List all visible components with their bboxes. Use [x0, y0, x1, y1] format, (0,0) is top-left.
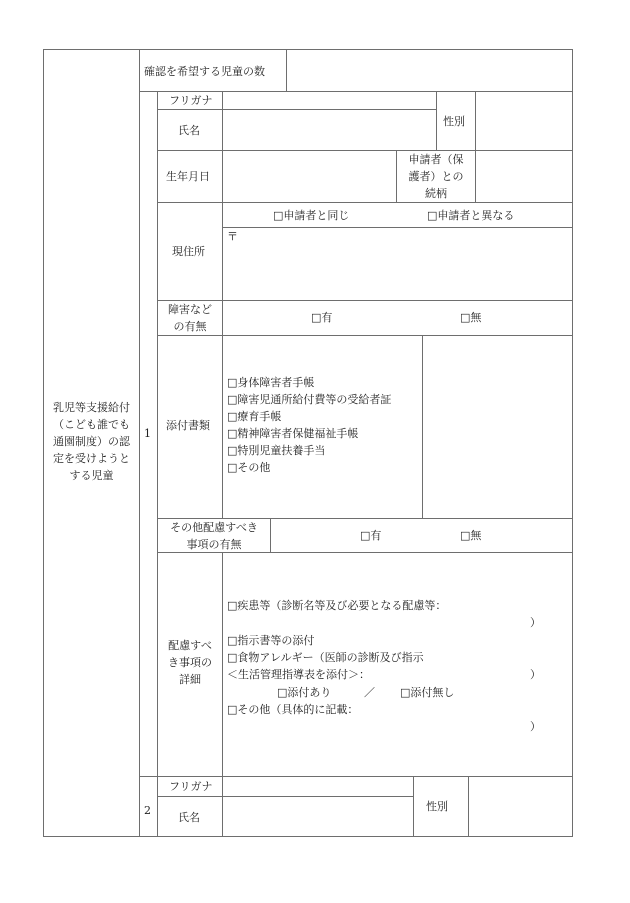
address-field[interactable] [240, 228, 571, 299]
row-divider [157, 202, 573, 203]
attachments-list [227, 374, 422, 476]
col-divider [157, 91, 158, 837]
consideration-label: 配慮すべ き事項の 詳細 [168, 639, 212, 686]
col-divider [270, 518, 271, 553]
slash-separator: ／ [364, 686, 375, 699]
gender-field[interactable] [476, 92, 572, 150]
allergy-plan-text: ＜生活管理指導表を添付＞： [227, 668, 370, 681]
disability-yes-checkbox[interactable]: □有 [311, 311, 333, 324]
allergy-checkbox[interactable]: □食物アレルギー（医師の診断及び指示 [227, 651, 424, 664]
postal-mark: 〒 [227, 230, 238, 243]
relation-label: 申請者（保 護者）との 続柄 [408, 153, 464, 200]
relation-field[interactable] [476, 151, 572, 202]
disability-no-checkbox[interactable]: □無 [460, 311, 482, 324]
desired-count-label: 確認を希望する児童の数 [144, 65, 265, 78]
attachment-checkbox[interactable]: □精神障害者保健福祉手帳 [227, 427, 359, 440]
attachment-checkbox[interactable]: □身体障害者手帳 [227, 376, 315, 389]
furigana-label: フリガナ [169, 780, 213, 793]
child-number: 1 [144, 427, 151, 440]
gender-label: 性別 [443, 115, 465, 128]
other-consideration-yes-checkbox[interactable]: □有 [360, 529, 382, 542]
attachment-checkbox[interactable]: □特別児童扶養手当 [227, 444, 326, 457]
border-right [572, 49, 573, 837]
birthdate-field[interactable] [223, 151, 395, 202]
attachment-checkbox[interactable]: □障害児通所給付費等の受給者証 [227, 393, 392, 406]
paren-close: ） [530, 668, 541, 681]
other-consideration-no-checkbox[interactable]: □無 [460, 529, 482, 542]
attach-no-checkbox[interactable]: □添付無し [400, 686, 455, 699]
furigana-field[interactable] [223, 777, 412, 796]
gender-label: 性別 [426, 800, 448, 813]
desired-count-field[interactable] [287, 50, 571, 91]
disability-label: 障害など の有無 [168, 303, 212, 333]
other-checkbox[interactable]: □その他（具体的に記載： [227, 703, 359, 716]
address-label: 現住所 [172, 245, 205, 258]
main-label: 乳児等支援給付 （こども誰でも 通園制度）の認 定を受けようと する児童 [53, 401, 130, 482]
gender-field[interactable] [469, 777, 571, 836]
border-bottom [43, 836, 573, 837]
child-number: 2 [144, 804, 151, 817]
attachments-extra-field[interactable] [423, 336, 571, 518]
address-same-checkbox[interactable]: □申請者と同じ [273, 209, 350, 222]
address-different-checkbox[interactable]: □申請者と異なる [427, 209, 515, 222]
name-field[interactable] [223, 797, 412, 836]
col-divider [413, 776, 414, 837]
col-divider [139, 49, 140, 837]
birthdate-label: 生年月日 [166, 170, 210, 183]
col-divider [436, 91, 437, 151]
name-label: 氏名 [178, 811, 200, 824]
attach-yes-checkbox[interactable]: □添付あり [277, 686, 332, 699]
attachment-checkbox[interactable]: □その他 [227, 461, 271, 474]
attachments-label: 添付書類 [166, 419, 210, 432]
paren-close: ） [530, 720, 541, 733]
disease-checkbox[interactable]: □疾患等（診断名等及び必要となる配慮等： [227, 599, 447, 612]
paren-close: ） [530, 616, 541, 629]
attachment-checkbox[interactable]: □療育手帳 [227, 410, 282, 423]
instructions-checkbox[interactable]: □指示書等の添付 [227, 634, 315, 647]
other-consideration-label: その他配慮すべき 事項の有無 [170, 521, 258, 551]
name-label: 氏名 [178, 124, 200, 137]
name-field[interactable] [223, 110, 435, 150]
furigana-label: フリガナ [169, 94, 213, 107]
furigana-field[interactable] [223, 92, 435, 109]
